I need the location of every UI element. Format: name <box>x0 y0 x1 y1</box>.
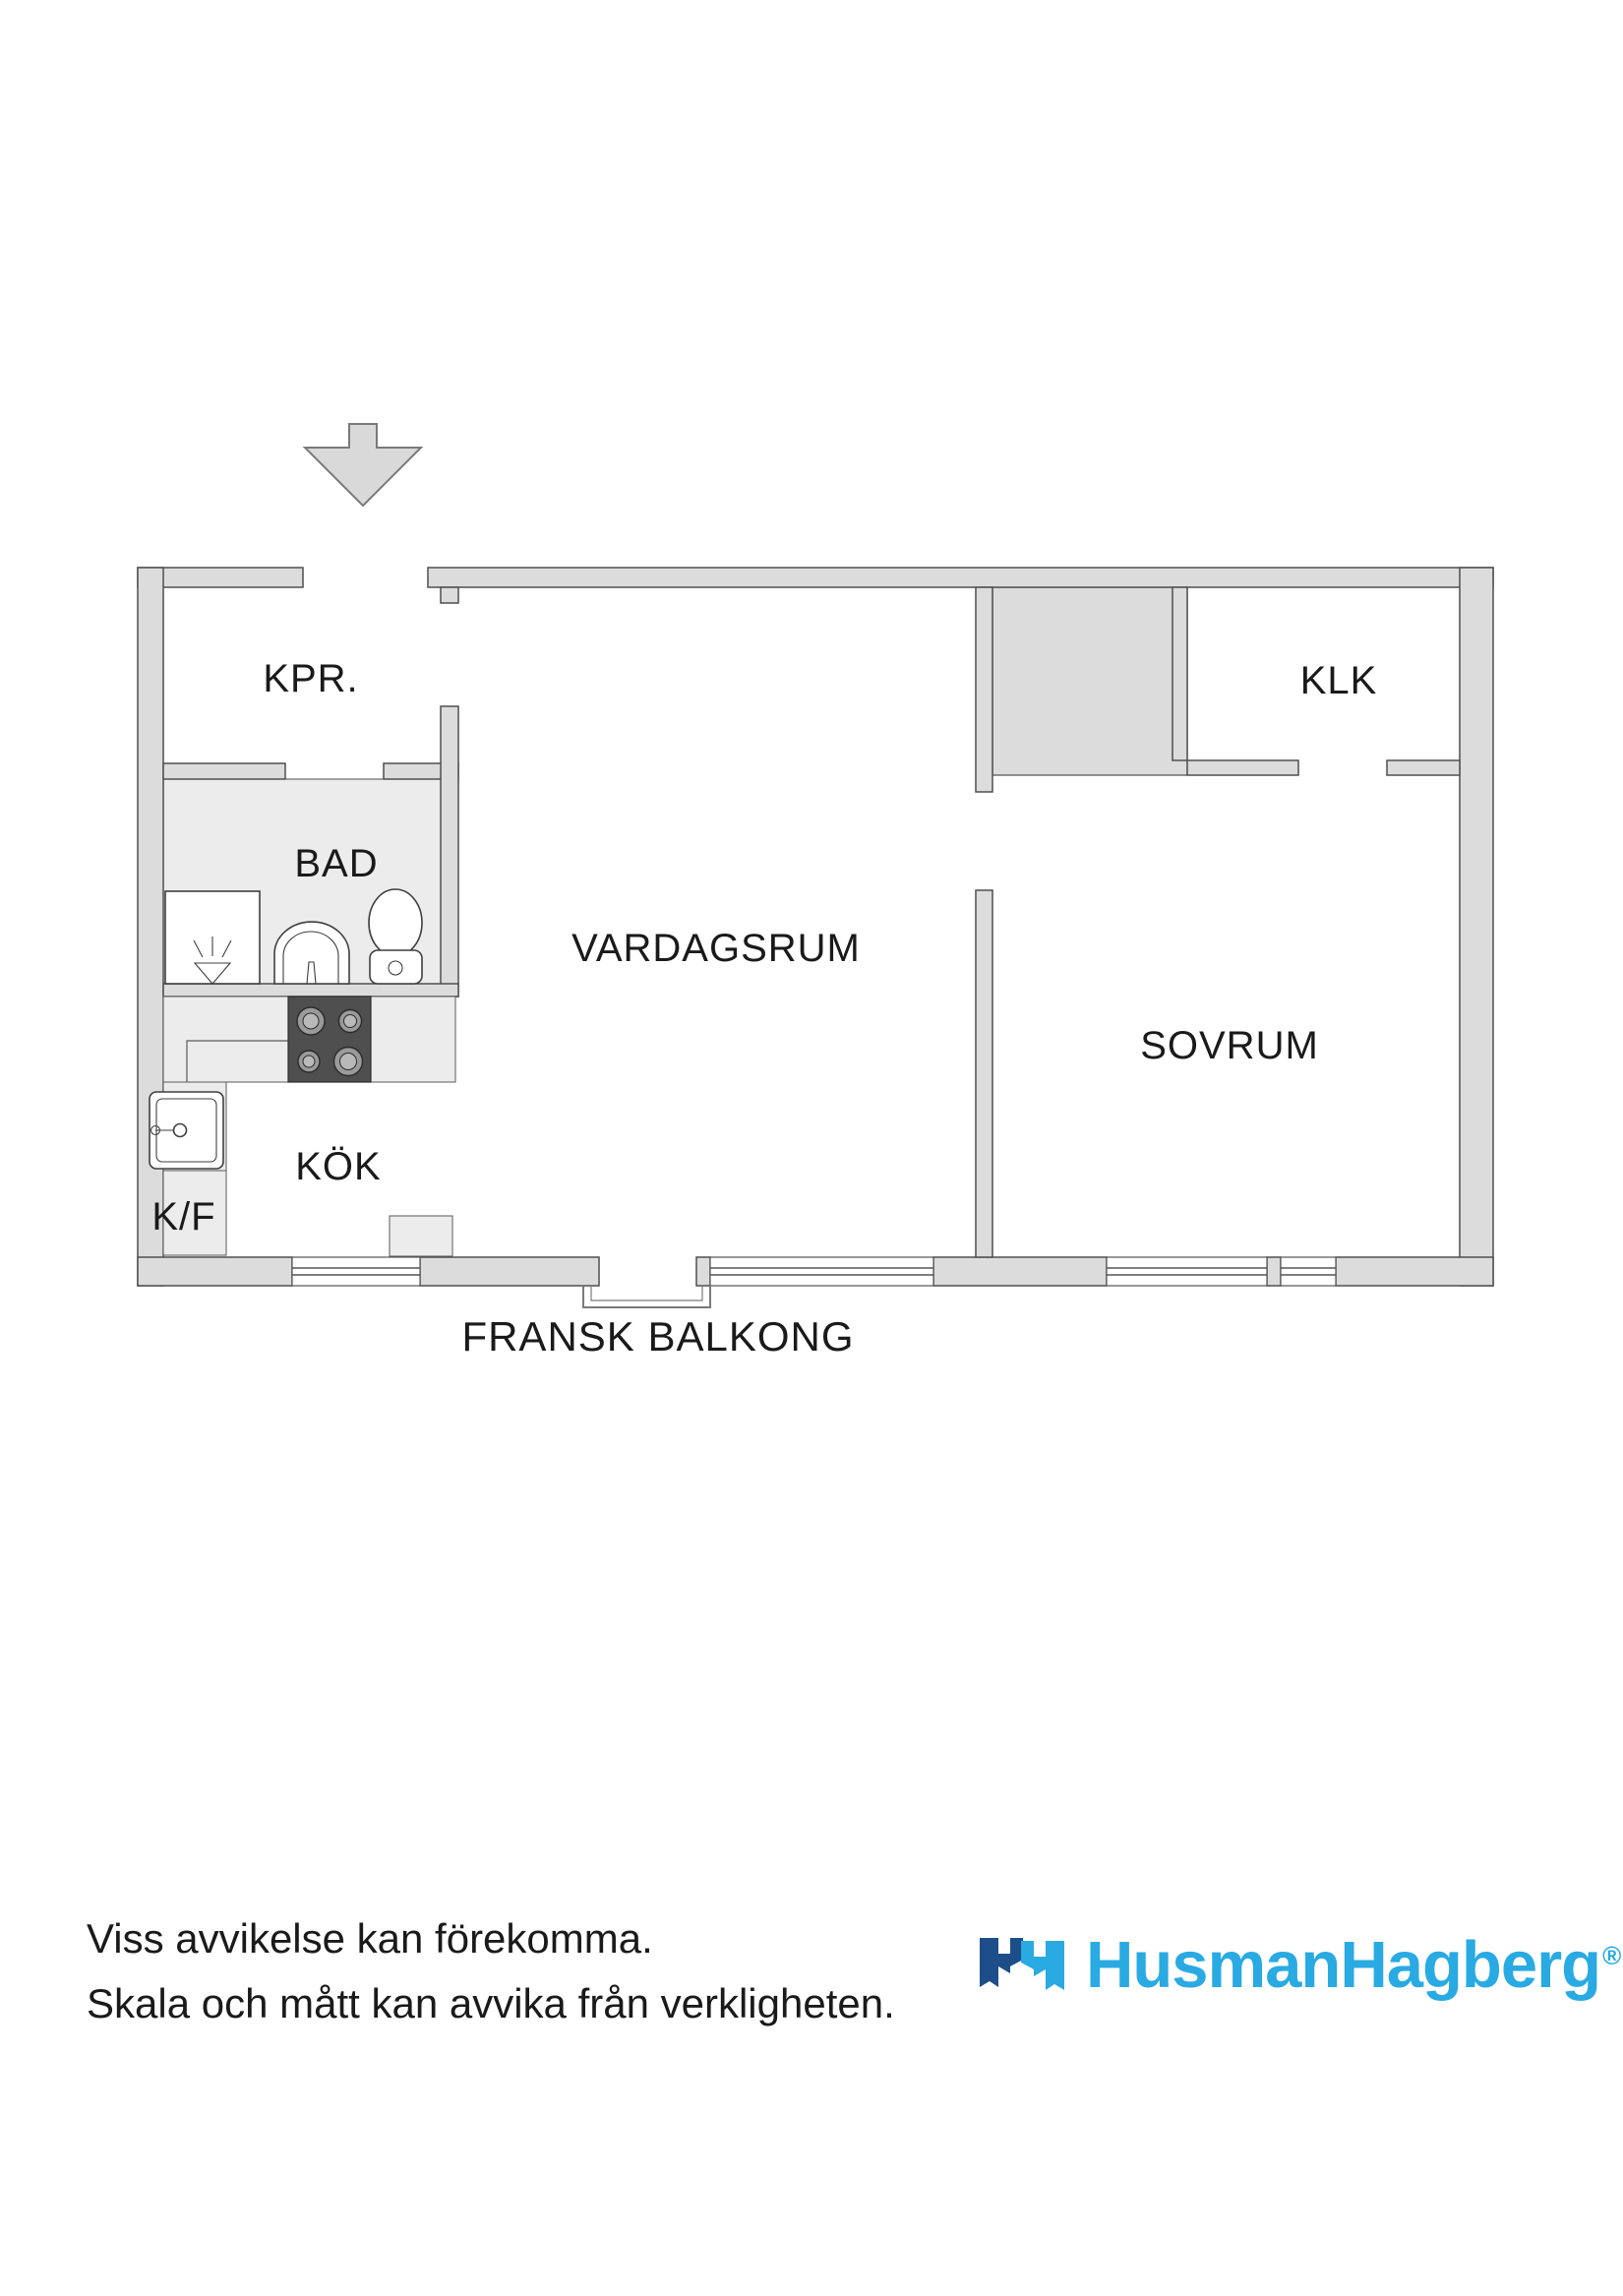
wall <box>1460 568 1493 1286</box>
registered-mark-icon: ® <box>1602 1940 1621 1970</box>
wall <box>696 1257 710 1286</box>
wall <box>976 587 992 792</box>
wall <box>1187 760 1298 775</box>
room-label-kf: K/F <box>151 1195 216 1239</box>
wall <box>933 1257 1107 1286</box>
wall <box>1336 1257 1493 1286</box>
wall <box>138 568 163 1286</box>
room-label-kok: KÖK <box>295 1145 382 1188</box>
wall <box>420 1257 599 1286</box>
wall <box>976 890 992 1257</box>
window <box>1281 1257 1336 1286</box>
room-label-vardagsrum: VARDAGSRUM <box>571 927 861 970</box>
disclaimer <box>87 1906 895 2036</box>
toilet-icon <box>369 889 422 984</box>
disclaimer-line1: Viss avvikelse kan förekomma. <box>87 1915 653 1962</box>
window <box>710 1257 933 1286</box>
window <box>1107 1257 1267 1286</box>
room-label-bad: BAD <box>294 842 379 885</box>
brand-text: HusmanHagberg <box>1086 1928 1601 2002</box>
window <box>292 1257 420 1286</box>
wall <box>428 568 1493 587</box>
room-label-klk: KLK <box>1299 659 1378 702</box>
balcony <box>583 1286 710 1307</box>
radiator <box>390 1216 452 1256</box>
wall <box>163 763 285 779</box>
brand-wordmark <box>1086 1928 1621 2002</box>
brand-logo <box>980 1928 1621 2002</box>
wall <box>1387 760 1460 775</box>
brand-icon <box>980 1938 1064 1993</box>
hall-area <box>992 587 1187 775</box>
stove-icon <box>288 997 371 1082</box>
wall <box>138 1257 292 1286</box>
washbasin-icon <box>274 922 349 984</box>
balcony-label: FRANSK BALKONG <box>461 1313 855 1359</box>
room-label-sovrum: SOVRUM <box>1140 1024 1319 1067</box>
wall <box>1267 1257 1281 1286</box>
disclaimer-line2: Skala och mått kan avvika från verkligheten. <box>87 1980 895 2026</box>
room-label-kpr: KPR. <box>263 657 359 700</box>
entrance-arrow-icon <box>305 424 421 506</box>
wall <box>441 706 458 997</box>
wall <box>441 587 458 603</box>
wall <box>163 984 458 997</box>
kitchen-sink-icon <box>150 1092 223 1169</box>
shower-icon <box>165 891 260 984</box>
wall <box>1172 587 1187 760</box>
